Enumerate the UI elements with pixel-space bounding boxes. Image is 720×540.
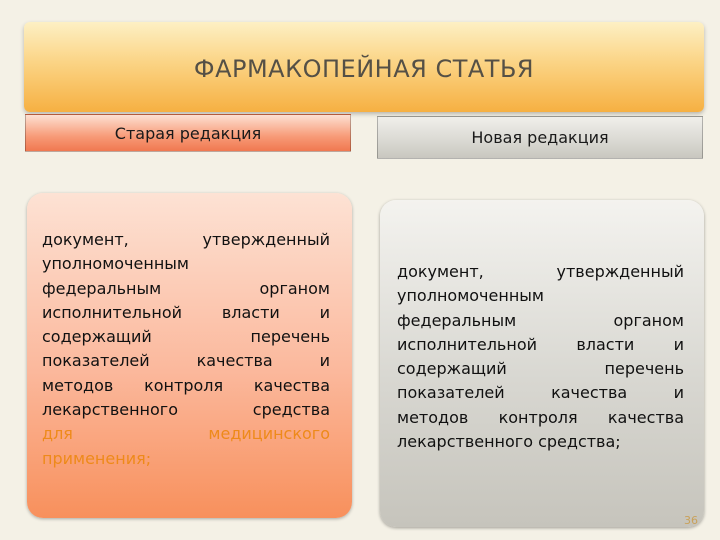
old-edition-header	[25, 114, 351, 152]
new-edition-header-label: Новая редакция	[471, 128, 609, 147]
new-edition-card	[380, 200, 704, 527]
slide-title: ФАРМАКОПЕЙНАЯ СТАТЬЯ	[193, 55, 535, 83]
old-definition-line: федеральным органом	[42, 278, 330, 298]
new-definition-line: документ, утвержденный	[397, 262, 684, 281]
old-edition-header-label: Старая редакция	[114, 123, 262, 143]
new-definition-line: методов контроля качества	[397, 407, 684, 427]
old-edition-card	[27, 193, 352, 518]
new-definition-line: лекарственного средства;	[397, 432, 621, 452]
new-definition-line: содержащий перечень	[397, 359, 684, 379]
new-definition-line: федеральным органом	[397, 310, 684, 330]
slide-title-banner	[24, 22, 704, 112]
old-definition-line: исполнительной власти и	[42, 302, 330, 322]
old-definition-line: показателей качества и	[42, 351, 330, 371]
old-definition-line: лекарственного средства	[42, 400, 330, 420]
new-edition-header	[377, 116, 703, 159]
old-definition-line: методов контроля качества	[42, 375, 330, 395]
page-number: 36	[684, 514, 698, 527]
old-definition-highlight-line: для медицинского	[42, 424, 330, 444]
old-definition-line: уполномоченным	[42, 254, 189, 274]
old-definition-line: документ, утвержденный	[42, 230, 330, 249]
new-definition-line: уполномоченным	[397, 286, 544, 306]
new-definition-line: исполнительной власти и	[397, 334, 684, 354]
new-definition-line: показателей качества и	[397, 383, 684, 403]
old-definition-line: содержащий перечень	[42, 327, 330, 347]
old-definition-highlight-line: применения;	[42, 448, 152, 468]
